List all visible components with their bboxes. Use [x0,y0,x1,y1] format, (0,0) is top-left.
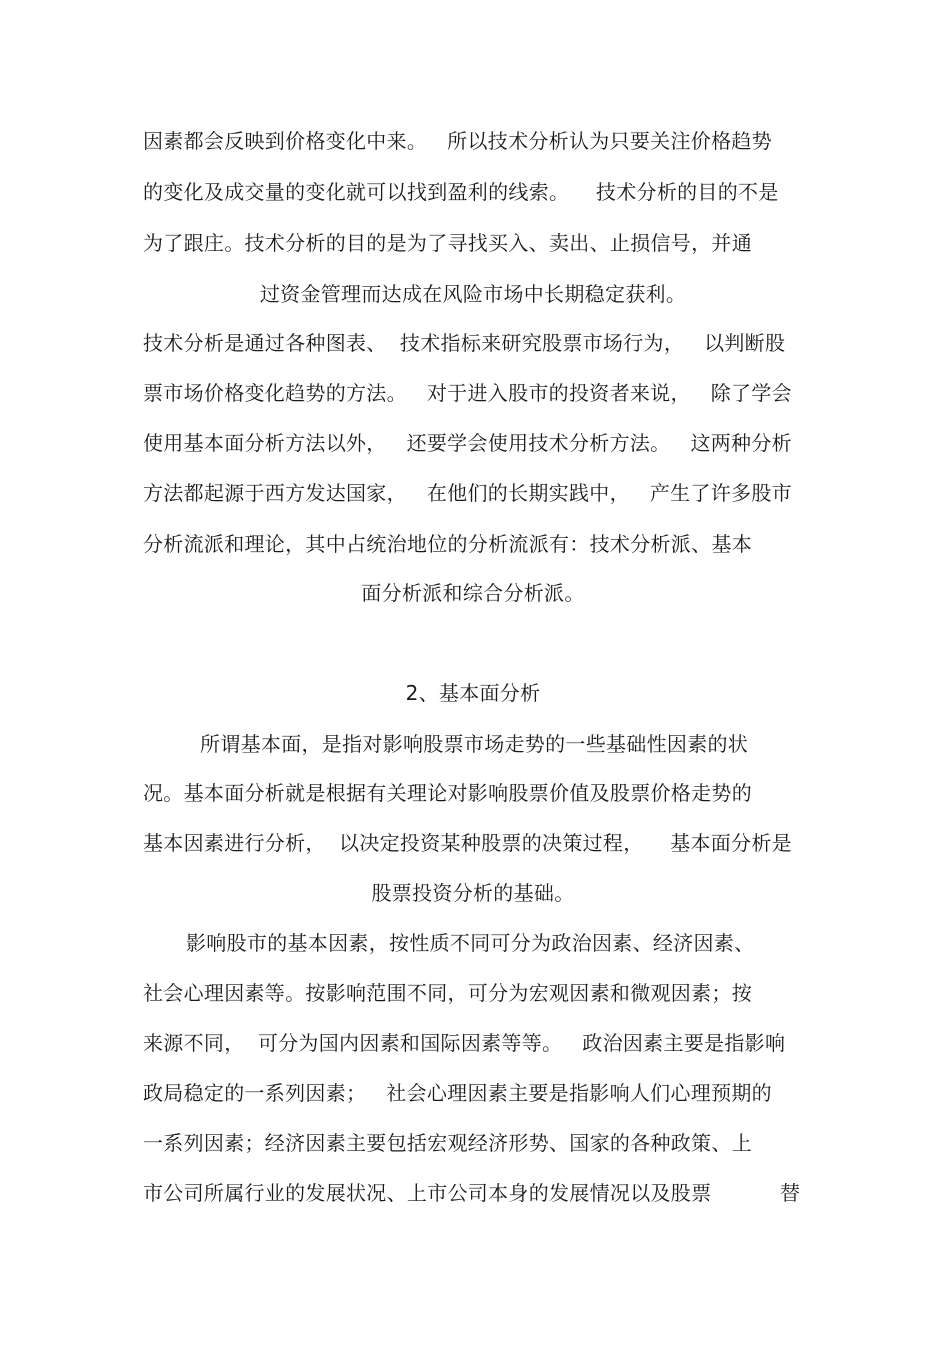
trailing-character: 替 [780,1181,800,1205]
text-line: 因素都会反映到价格变化中来。 所以技术分析认为只要关注价格趋势 [143,129,772,153]
text-line: 过资金管理而达成在风险市场中长期稳定获利。 [259,282,687,306]
text-line: 来源不同， 可分为国内因素和国际因素等等。 政治因素主要是指影响 [143,1031,786,1055]
text-line: 基本因素进行分析， 以决定投资某种股票的决策过程， 基本面分析是 [143,831,792,855]
text-line: 的变化及成交量的变化就可以找到盈利的线索。 技术分析的目的不是 [143,180,779,204]
text-line: 所谓基本面，是指对影响股票市场走势的一些基础性因素的状 [200,732,749,756]
text-line: 况。基本面分析就是根据有关理论对影响股票价值及股票价格走势的 [143,781,752,805]
text-line: 票市场价格变化趋势的方法。 对于进入股市的投资者来说， 除了学会 [143,381,792,405]
text-line: 为了跟庄。技术分析的目的是为了寻找买入、卖出、止损信号，并通 [143,231,752,255]
section-heading: 2、基本面分析 [405,681,541,705]
text-line: 政局稳定的一系列因素； 社会心理因素主要是指影响人们心理预期的 [143,1081,772,1105]
text-line: 股票投资分析的基础。 [371,881,575,905]
text-line: 分析流派和理论，其中占统治地位的分析流派有：技术分析派、基本 [143,532,752,556]
text-line: 一系列因素；经济因素主要包括宏观经济形势、国家的各种政策、上 [143,1131,752,1155]
text-line: 使用基本面分析方法以外， 还要学会使用技术分析方法。 这两种分析 [143,431,792,455]
text-line: 市公司所属行业的发展状况、上市公司本身的发展情况以及股票 [143,1181,712,1205]
text-line: 影响股市的基本因素，按性质不同可分为政治因素、经济因素、 [186,931,755,955]
text-line: 面分析派和综合分析派。 [361,581,585,605]
text-line: 社会心理因素等。按影响范围不同，可分为宏观因素和微观因素；按 [143,981,752,1005]
text-line: 技术分析是通过各种图表、 技术指标来研究股票市场行为， 以判断股 [143,331,786,355]
text-line: 方法都起源于西方发达国家， 在他们的长期实践中， 产生了许多股市 [143,481,792,505]
